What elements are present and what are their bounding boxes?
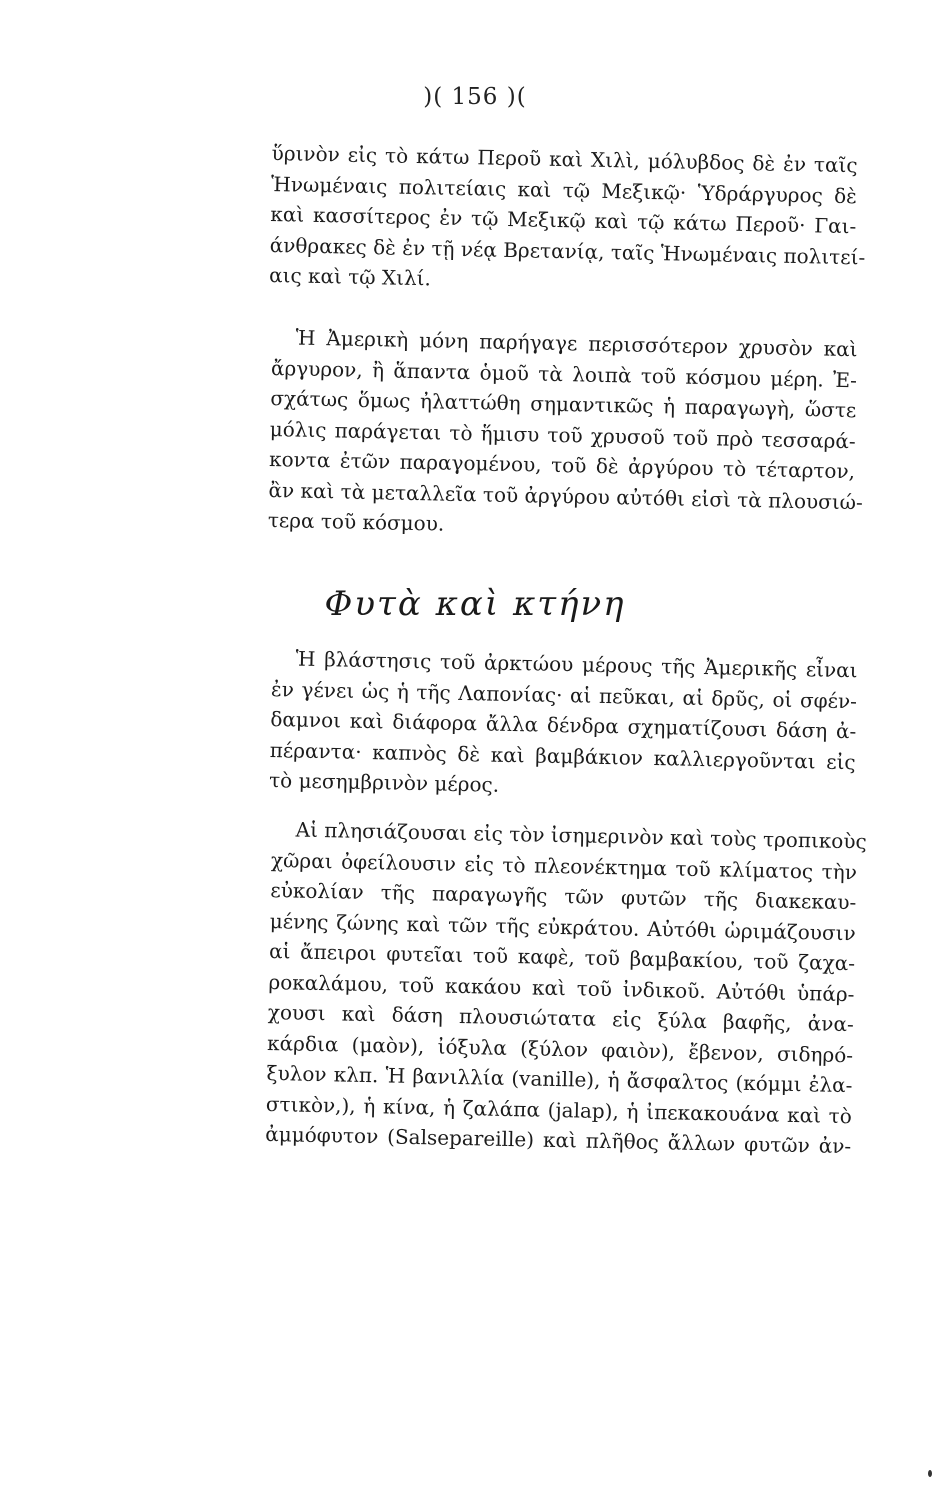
text-line: μόλις παράγεται τὸ ἥμισυ τοῦ χρυσοῦ τοῦ πρὸ τεσσαρά-	[269, 416, 856, 453]
ink-speck	[928, 1470, 932, 1477]
text-line: εὐκολίαν τῆς παραγωγῆς τῶν φυτῶν τῆς διακεκαυ-	[270, 877, 857, 915]
text-line: τὸ μεσημβρινὸν μέρος.	[268, 767, 500, 797]
text-line: ὕρινὸν εἰς τὸ κάτω Περοῦ καὶ Χιλὶ, μόλυβδος δὲ ἐν ταῖς	[271, 140, 858, 178]
paragraph-4	[265, 814, 867, 1162]
text-line: ἀμμόφυτον (Salsepareille) καὶ πλῆθος ἄλλων φυτῶν ἀν-	[265, 1121, 852, 1159]
text-line: Ἡνωμέναις πολιτείαις καὶ τῷ Μεξικῷ· Ὑδράργυρος δὲ	[270, 171, 858, 208]
text-line: ἄργυρον, ἢ ἅπαντα ὁμοῦ τὰ λοιπὰ τοῦ κόσμου μέρη. Ἐ-	[270, 355, 858, 392]
paragraph-2	[267, 322, 864, 548]
text-line: πέραντα· καπνὸς δὲ καὶ βαμβάκιον καλλιεργοῦνται εἰς	[269, 737, 856, 774]
text-line: κοντα ἐτῶν παραγομένου, τοῦ δὲ ἀργύρου τὸ τέταρτον,	[268, 446, 856, 484]
text-line: ἐν γένει ὡς ἡ τῆς Λαπονίας· αἱ πεῦκαι, αἱ δρῦς, οἱ σφέν-	[270, 676, 858, 713]
text-line: ἂν καὶ τὰ μεταλλεῖα τοῦ ἀργύρου αὐτόθι εἰσὶ τὰ πλουσιώ-	[268, 477, 864, 514]
text-line: μένης ζώνης καὶ τῶν τῆς εὐκράτου. Αὐτόθι ὡριμάζουσιν	[269, 908, 856, 945]
text-line: αις καὶ τῷ Χιλί.	[268, 262, 432, 291]
page-header: )( 156 )(	[423, 84, 527, 110]
paragraph-3	[269, 643, 858, 808]
text-line: χῶραι ὀφείλουσιν εἰς τὸ πλεονέκτημα τοῦ κλίματος τὴν	[270, 847, 858, 884]
text-line: σχάτως ὅμως ἠλαττώθη σημαντικῶς ἡ παραγωγὴ, ὥστε	[270, 385, 857, 423]
text-line: αἱ ἄπειροι φυτεῖαι τοῦ καφὲ, τοῦ βαμβακίου, τοῦ ζαχα-	[268, 938, 856, 976]
paragraph-1	[268, 138, 866, 303]
text-line: Αἱ πλησιάζουσαι εἰς τὸν ἰσημερινὸν καὶ τοὺς τροπικοὺς	[295, 817, 867, 854]
text-line: στικὸν,), ἡ κίνα, ἡ ζαλάπα (jalap), ἡ ἰπεκακουάνα καὶ τὸ	[265, 1091, 853, 1128]
text-line: άνθρακες δὲ ἐν τῇ νέᾳ Βρετανίᾳ, ταῖς Ἡνωμέναις πολιτεί-	[269, 232, 866, 269]
text-line: Ἡ βλάστησις τοῦ ἀρκτώου μέρους τῆς Ἀμερικῆς εἶναι	[295, 646, 858, 683]
text-line: δαμνοι καὶ διάφορα ἄλλα δένδρα σχηματίζουσι δάση ἀ-	[270, 706, 857, 744]
text-line: ξυλον κλπ. Ἡ βανιλλία (vanille), ἡ ἄσφαλτος (κόμμι ἐλα-	[266, 1060, 853, 1098]
text-line: ροκαλάμου, τοῦ κακάου καὶ τοῦ ἰνδικοῦ. Αὐτόθι ὑπάρ-	[268, 969, 855, 1006]
text-line: καὶ κασσίτερος ἐν τῷ Μεξικῷ καὶ τῷ κάτω Περοῦ· Γαι-	[270, 201, 857, 239]
text-line: τερα τοῦ κόσμου.	[267, 507, 445, 536]
text-line: κάρδια (μαὸν), ἰόξυλα (ξύλον φαιὸν), ἔβενον, σιδηρό-	[266, 1030, 854, 1067]
section-heading: Φυτὰ καὶ κτήνη	[324, 584, 626, 624]
text-line: Ἡ Ἀμερικὴ μόνη παρήγαγε περισσότερον χρυσὸν καὶ	[295, 325, 858, 362]
text-line: χουσι καὶ δάση πλουσιώτατα εἰς ξύλα βαφῆς, ἀνα-	[267, 999, 854, 1037]
